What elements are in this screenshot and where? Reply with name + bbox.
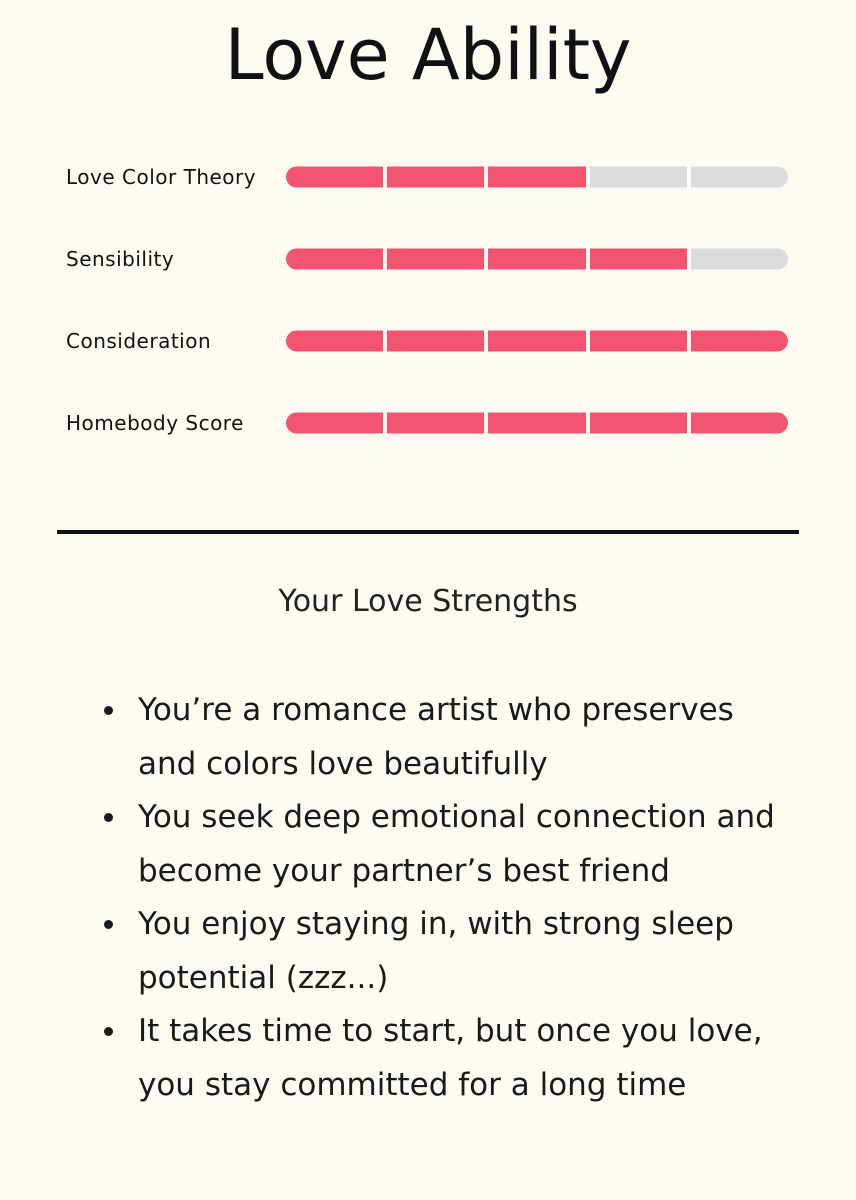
ability-label: Consideration: [66, 328, 212, 353]
bullet-icon: [104, 706, 113, 715]
ability-bar: [286, 166, 788, 187]
list-item: [100, 684, 780, 791]
ability-label: Love Color Theory: [66, 164, 257, 189]
list-item: [100, 898, 780, 1005]
ability-bar: [286, 330, 788, 351]
ability-row-consideration: [66, 324, 788, 357]
page-title: Love Ability: [224, 14, 632, 96]
bar-segment-filled: [286, 412, 383, 433]
bar-segment-filled: [691, 330, 788, 351]
ability-row-love-color-theory: [66, 160, 788, 193]
ability-row-sensibility: [66, 242, 788, 275]
bar-segment-empty: [691, 166, 788, 187]
ability-row-homebody-score: [66, 406, 788, 439]
bar-segment-filled: [590, 248, 687, 269]
bar-segment-filled: [488, 412, 585, 433]
bar-segment-filled: [590, 412, 687, 433]
strength-text: It takes time to start, but once you love, you stay committed for a long time: [138, 1013, 763, 1103]
strengths-list: [100, 684, 780, 1112]
bar-segment-filled: [286, 166, 383, 187]
bar-segment-filled: [488, 166, 585, 187]
ability-bar: [286, 412, 788, 433]
bar-segment-filled: [488, 330, 585, 351]
bar-segment-filled: [387, 412, 484, 433]
bullet-icon: [104, 813, 113, 822]
ability-list: [66, 160, 788, 488]
bar-segment-empty: [590, 166, 687, 187]
strengths-title: Your Love Strengths: [278, 584, 578, 619]
bullet-icon: [104, 1027, 113, 1036]
bar-segment-filled: [488, 248, 585, 269]
bar-segment-filled: [691, 412, 788, 433]
section-divider: [57, 530, 799, 534]
bar-segment-filled: [286, 330, 383, 351]
bar-segment-filled: [387, 248, 484, 269]
bullet-icon: [104, 920, 113, 929]
list-item: [100, 791, 780, 898]
bar-segment-filled: [286, 248, 383, 269]
strength-text: You seek deep emotional connection and become your partner’s best friend: [138, 799, 775, 889]
bar-segment-filled: [387, 166, 484, 187]
strength-text: You enjoy staying in, with strong sleep potential (zzz...): [138, 906, 734, 996]
list-item: [100, 1005, 780, 1112]
strength-text: You’re a romance artist who preserves and colors love beautifully: [138, 692, 734, 782]
ability-label: Sensibility: [66, 246, 175, 271]
ability-bar: [286, 248, 788, 269]
ability-label: Homebody Score: [66, 410, 244, 435]
bar-segment-filled: [387, 330, 484, 351]
bar-segment-filled: [590, 330, 687, 351]
bar-segment-empty: [691, 248, 788, 269]
